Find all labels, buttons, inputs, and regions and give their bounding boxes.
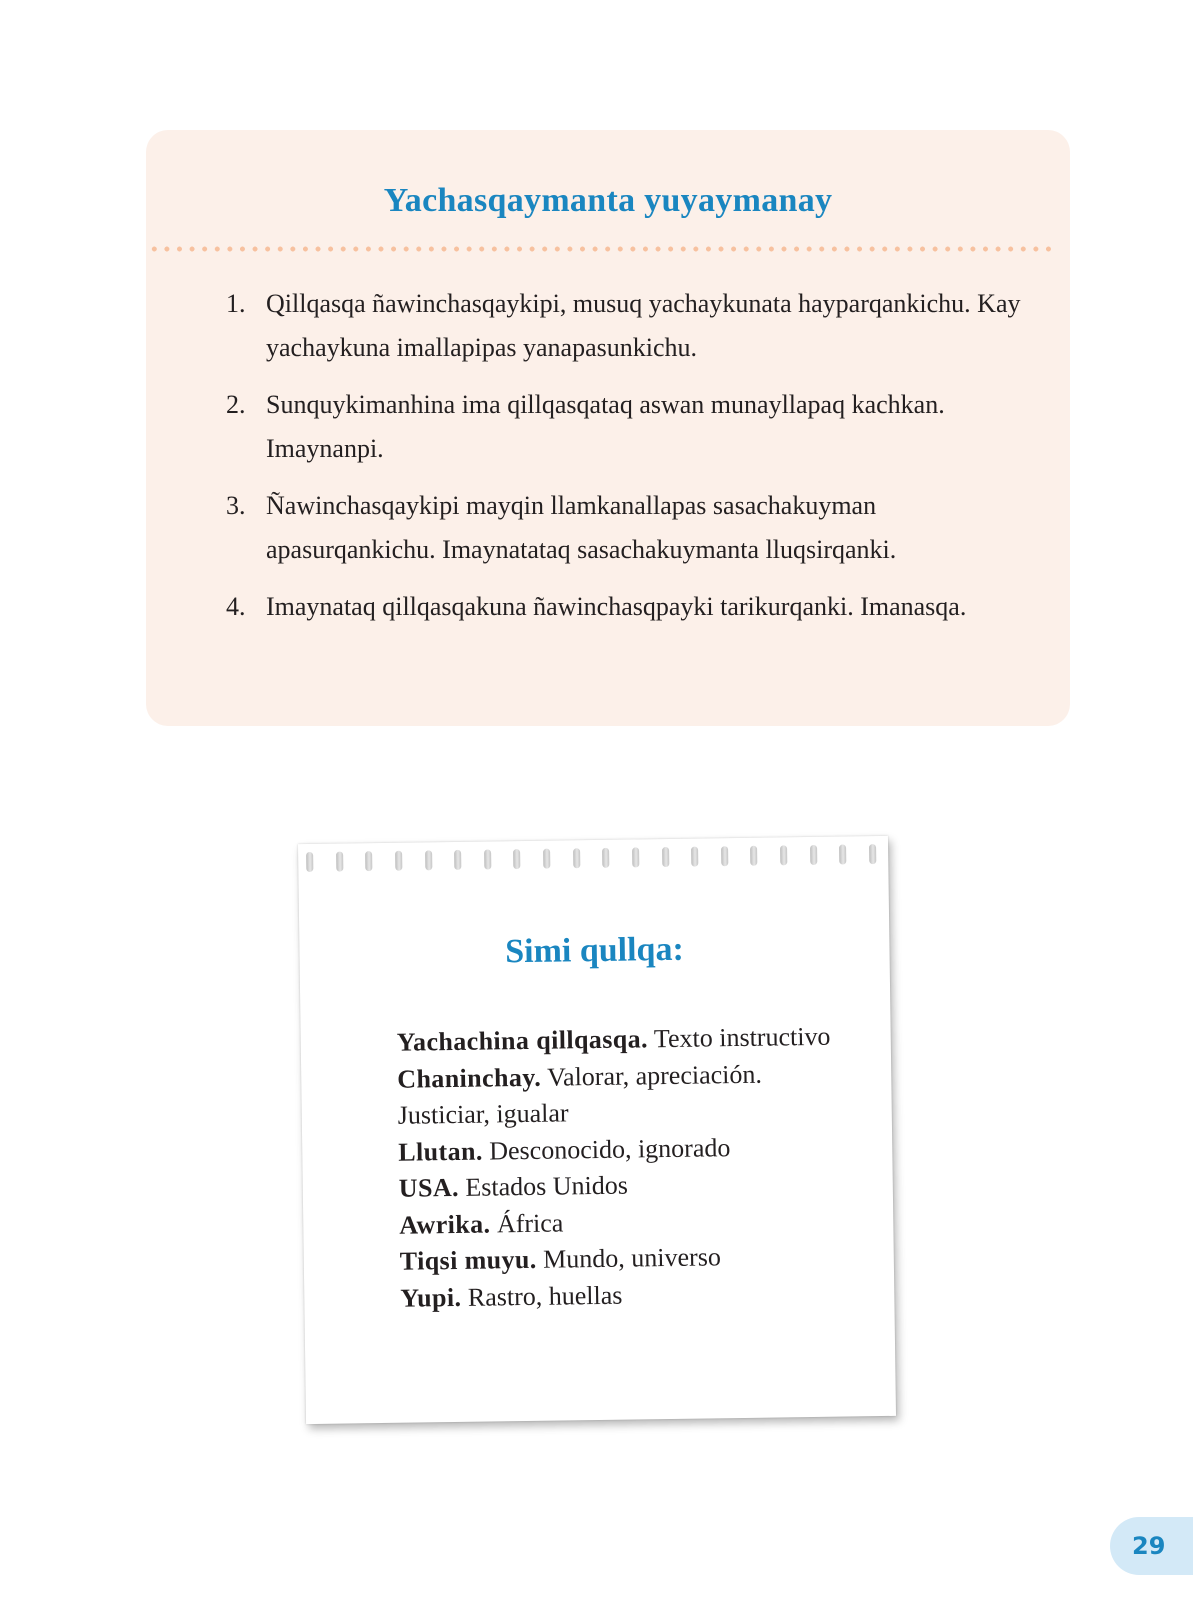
glossary-meaning: Desconocido, ignorado	[489, 1132, 731, 1166]
glossary-term: Yupi.	[400, 1282, 462, 1313]
spiral-ring-icon	[869, 844, 876, 864]
glossary-entry	[397, 1019, 837, 1062]
glossary-entry	[399, 1165, 839, 1208]
page-number-tab: 29	[1110, 1517, 1193, 1575]
question-text: Ñawinchasqaykipi mayqin llamkanallapas sasachakuyman apasurqankichu. Imaynatataq sasachakuymanta lluqsirqanki.	[266, 491, 897, 564]
spiral-ring-icon	[750, 846, 757, 866]
spiral-ring-icon	[721, 846, 728, 866]
question-item	[226, 383, 1046, 471]
glossary-entry	[400, 1274, 840, 1317]
spiral-ring-icon	[780, 845, 787, 865]
glossary-term: Chaninchay.	[397, 1062, 542, 1094]
activity-title: Yachasqaymanta yuyaymanay	[383, 182, 833, 219]
glossary-notepad	[298, 836, 896, 1424]
glossary-entry	[399, 1201, 839, 1244]
spiral-ring-icon	[662, 847, 669, 867]
spiral-ring-icon	[425, 850, 432, 870]
glossary-term: Llutan.	[398, 1136, 483, 1167]
glossary-term: Tiqsi muyu.	[399, 1244, 537, 1276]
glossary-meaning: Rastro, huellas	[467, 1280, 623, 1312]
question-number: 4.	[226, 592, 246, 621]
question-text: Sunquykimanhina ima qillqasqataq aswan munayllapaq kachkan. Imaynanpi.	[266, 390, 945, 463]
glossary-term: USA.	[398, 1172, 460, 1203]
glossary-meaning: Mundo, universo	[542, 1242, 722, 1274]
question-item	[226, 585, 1046, 629]
question-item	[226, 282, 1046, 370]
glossary-list	[397, 1019, 841, 1317]
glossary-title: Simi qullqa:	[504, 930, 685, 971]
spiral-ring-icon	[691, 847, 698, 867]
spiral-binding	[306, 844, 876, 878]
question-number: 1.	[226, 289, 246, 318]
glossary-entry	[397, 1055, 838, 1134]
glossary-entry	[398, 1128, 838, 1171]
glossary-entry	[400, 1238, 840, 1281]
spiral-ring-icon	[810, 845, 817, 865]
glossary-meaning: Texto instructivo	[653, 1021, 831, 1054]
question-text: Qillqasqa ñawinchasqaykipi, musuq yachaykunata hayparqankichu. Kay yachaykuna imallapipas yanapasunkichu.	[266, 289, 1021, 362]
spiral-ring-icon	[365, 851, 372, 871]
question-number: 3.	[226, 491, 246, 520]
glossary-meaning: África	[496, 1207, 564, 1238]
spiral-ring-icon	[543, 849, 550, 869]
glossary-meaning: Estados Unidos	[465, 1170, 629, 1202]
spiral-ring-icon	[602, 848, 609, 868]
question-list	[226, 282, 1046, 642]
reflection-activity-box	[146, 130, 1070, 726]
question-item	[226, 484, 1046, 572]
question-text: Imaynataq qillqasqakuna ñawinchasqpayki tarikurqanki. Imanasqa.	[266, 592, 967, 621]
glossary-term: Yachachina qillqasqa.	[396, 1024, 649, 1057]
glossary-term: Awrika.	[399, 1208, 491, 1240]
spiral-ring-icon	[573, 848, 580, 868]
spiral-ring-icon	[336, 852, 343, 872]
spiral-ring-icon	[395, 851, 402, 871]
spiral-ring-icon	[839, 844, 846, 864]
spiral-ring-icon	[306, 852, 313, 872]
spiral-ring-icon	[632, 847, 639, 867]
dotted-divider	[148, 245, 1058, 253]
spiral-ring-icon	[484, 849, 491, 869]
glossary-meaning: Valorar, apreciación. Justiciar, igualar	[397, 1059, 763, 1130]
spiral-ring-icon	[454, 850, 461, 870]
spiral-ring-icon	[513, 849, 520, 869]
question-number: 2.	[226, 390, 246, 419]
